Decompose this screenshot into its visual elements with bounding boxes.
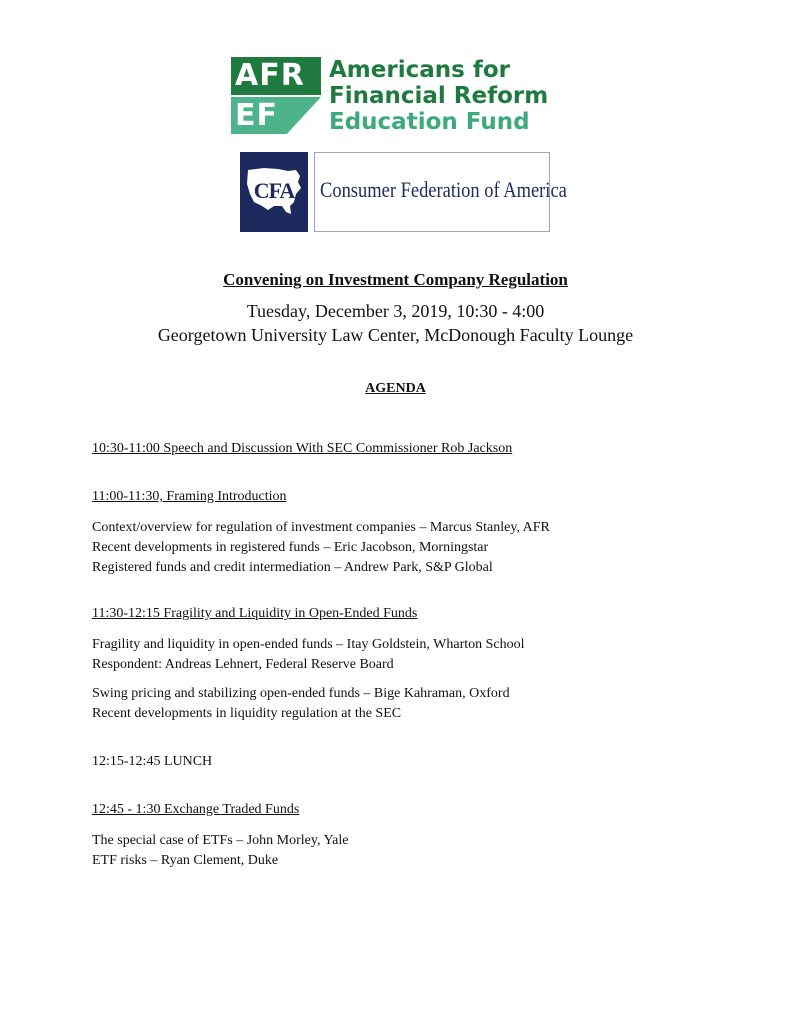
afr-mark-top-text: AFR xyxy=(235,58,305,93)
document-title: Convening on Investment Company Regulation xyxy=(223,270,568,289)
event-date-line: Tuesday, December 3, 2019, 10:30 - 4:00 xyxy=(246,301,545,321)
cfa-organization-name: Consumer Federation of America xyxy=(320,177,567,202)
lunch-break: 12:15-12:45 LUNCH xyxy=(92,754,213,769)
afr-logo-wordmark xyxy=(329,57,548,135)
cfa-logo-mark xyxy=(240,152,308,232)
session-2-item: Recent developments in registered funds – Eric Jacobson, Morningstar xyxy=(92,540,489,555)
afr-logo xyxy=(231,57,561,135)
agenda-heading: AGENDA xyxy=(365,381,426,396)
session-3-title: 11:30-12:15 Fragility and Liquidity in Open-Ended Funds xyxy=(92,606,418,621)
event-venue-line: Georgetown University Law Center, McDonough Faculty Lounge xyxy=(157,325,634,345)
session-4-title: 12:45 - 1:30 Exchange Traded Funds xyxy=(92,802,300,817)
session-1-title: 10:30-11:00 Speech and Discussion With SEC Commissioner Rob Jackson xyxy=(92,441,513,456)
session-2-title: 11:00-11:30, Framing Introduction xyxy=(92,489,287,504)
cfa-mark-text: CFA xyxy=(253,178,295,203)
session-2-item: Context/overview for regulation of investment companies – Marcus Stanley, AFR xyxy=(92,520,550,535)
afr-wordmark-line1: Americans for xyxy=(329,57,510,83)
session-3-item: Recent developments in liquidity regulation at the SEC xyxy=(92,706,402,721)
session-3-item: Fragility and liquidity in open-ended funds – Itay Goldstein, Wharton School xyxy=(92,637,525,652)
session-2-item: Registered funds and credit intermediation – Andrew Park, S&P Global xyxy=(92,560,493,575)
afr-mark-bottom-text: EF xyxy=(235,98,278,133)
afr-wordmark-line2: Financial Reform xyxy=(329,83,549,109)
cfa-name-box xyxy=(314,152,567,232)
session-3-item: Swing pricing and stabilizing open-ended funds – Bige Kahraman, Oxford xyxy=(92,686,510,701)
cfa-logo xyxy=(240,152,567,232)
session-4-item: The special case of ETFs – John Morley, Yale xyxy=(92,833,349,848)
afr-logo-mark xyxy=(231,57,321,134)
afr-wordmark-line3: Education Fund xyxy=(329,109,530,135)
session-4-item: ETF risks – Ryan Clement, Duke xyxy=(92,853,279,868)
session-3-item: Respondent: Andreas Lehnert, Federal Reserve Board xyxy=(92,657,394,672)
